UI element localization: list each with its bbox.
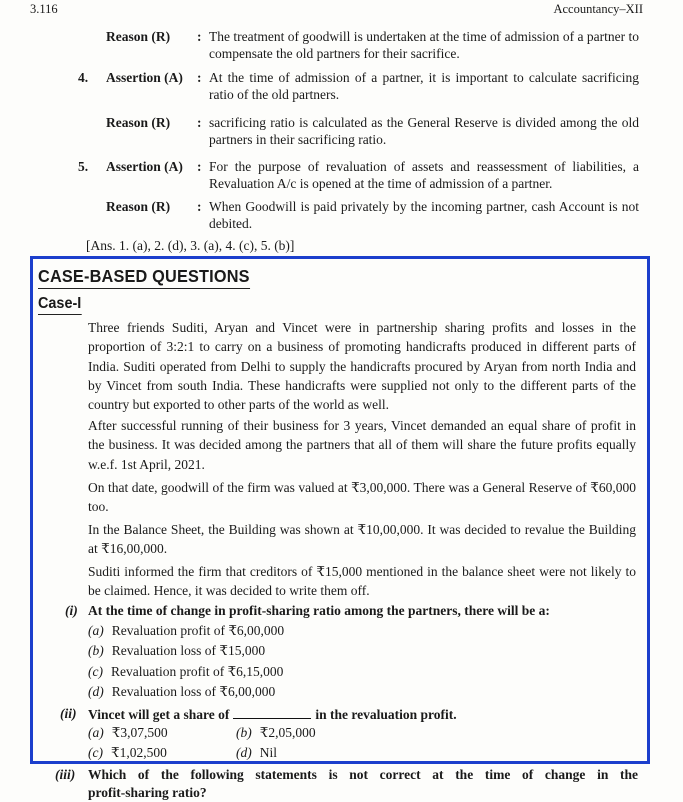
option-key: (b) — [236, 725, 252, 740]
page-header — [0, 2, 683, 18]
item-number: 4. — [78, 70, 89, 85]
option-key: (a) — [88, 623, 104, 638]
item-label: Reason (R) — [106, 29, 171, 44]
option-key: (b) — [88, 643, 104, 658]
option-text: ₹3,07,500 — [111, 725, 168, 740]
question-text-line1: Which of the following statements is not correct at the time of change in the — [88, 767, 638, 782]
option — [88, 623, 284, 639]
question-number: (iii) — [55, 767, 76, 782]
item-text: sacrificing ratio is calculated as the General Reserve is divided among the old partners in their sacrificing ratio. — [209, 115, 639, 147]
question-text: At the time of change in profit-sharing ratio among the partners, there will be a: — [88, 603, 550, 618]
item-label: Assertion (A) — [106, 159, 183, 174]
option-text: Revaluation profit of ₹6,00,000 — [111, 623, 285, 638]
option-key: (a) — [88, 725, 104, 740]
option-text: Revaluation loss of ₹6,00,000 — [111, 684, 276, 699]
option-key: (c) — [88, 745, 103, 760]
case-paragraph: In the Balance Sheet, the Building was shown at ₹10,00,000. It was decided to revalue the Building at ₹16,00,000. — [88, 522, 636, 557]
item-text: For the purpose of revaluation of assets and reassessment of liabilities, a Revaluation A/c is opened at the time of admission of a partner. — [209, 159, 639, 191]
option-key: (d) — [236, 745, 252, 760]
item-number: 5. — [78, 159, 89, 174]
option — [88, 684, 275, 700]
answer-key: [Ans. 1. (a), 2. (d), 3. (a), 4. (c), 5. (b)] — [86, 238, 295, 253]
case-title: Case-I — [38, 295, 81, 315]
question-text-after: in the revaluation profit. — [315, 707, 457, 722]
option-text: Nil — [259, 745, 278, 760]
case-paragraph: After successful running of their business for 3 years, Vincet demanded an equal share of profit in the business. It was decided among the partners that all of them will share the future profits equally w.e.f. 1st April, 2021. — [88, 418, 636, 472]
option-text: Revaluation loss of ₹15,000 — [111, 643, 266, 658]
option-key: (d) — [88, 684, 104, 699]
question-number: (ii) — [60, 706, 77, 721]
item-label: Reason (R) — [106, 199, 171, 214]
option — [88, 725, 168, 741]
option — [236, 745, 277, 761]
colon: : — [197, 159, 202, 174]
item-label: Assertion (A) — [106, 70, 183, 85]
colon: : — [197, 199, 202, 214]
option — [88, 664, 283, 680]
option-text: Revaluation profit of ₹6,15,000 — [110, 664, 284, 679]
item-text: At the time of admission of a partner, it is important to calculate sacrificing ratio of the old partners. — [209, 70, 639, 102]
question-text-line2: profit-sharing ratio? — [88, 785, 207, 800]
subject-title: Accountancy–XII — [553, 2, 643, 16]
item-text: The treatment of goodwill is undertaken at the time of admission of a partner to compensate the old partners for their sacrifice. — [209, 29, 639, 61]
item-text: When Goodwill is paid privately by the incoming partner, cash Account is not debited. — [209, 199, 639, 231]
question-number: (i) — [65, 603, 78, 618]
case-paragraph: Three friends Suditi, Aryan and Vincet were in partnership sharing profits and losses in the proportion of 3:2:1 to carry on a business of promoting handicrafts produced in different parts of India. Suditi operated from Delhi to supply the handicrafts procured by Aryan from north India and by Vincet from south India. These handicrafts were supplied not only to the different parts of the country but exported to other parts of the world as well. — [88, 320, 636, 413]
answer-blank — [233, 706, 311, 719]
item-label: Reason (R) — [106, 115, 171, 130]
option-text: ₹1,02,500 — [110, 745, 167, 760]
option — [88, 745, 167, 761]
option — [236, 725, 316, 741]
colon: : — [197, 70, 202, 85]
case-paragraph: On that date, goodwill of the firm was valued at ₹3,00,000. There was a General Reserve of ₹60,000 too. — [88, 480, 636, 515]
question-3 — [55, 766, 638, 802]
option-text: ₹2,05,000 — [259, 725, 316, 740]
colon: : — [197, 115, 202, 130]
option — [88, 643, 265, 659]
option-key: (c) — [88, 664, 103, 679]
page-number: 3.116 — [30, 2, 58, 16]
question-text-before: Vincet will get a share of — [88, 707, 230, 722]
case-paragraph: Suditi informed the firm that creditors of ₹15,000 mentioned in the balance sheet were not likely to be claimed. Hence, it was decided to write them off. — [88, 564, 636, 599]
colon: : — [197, 29, 202, 44]
section-title: CASE-BASED QUESTIONS — [38, 266, 250, 289]
